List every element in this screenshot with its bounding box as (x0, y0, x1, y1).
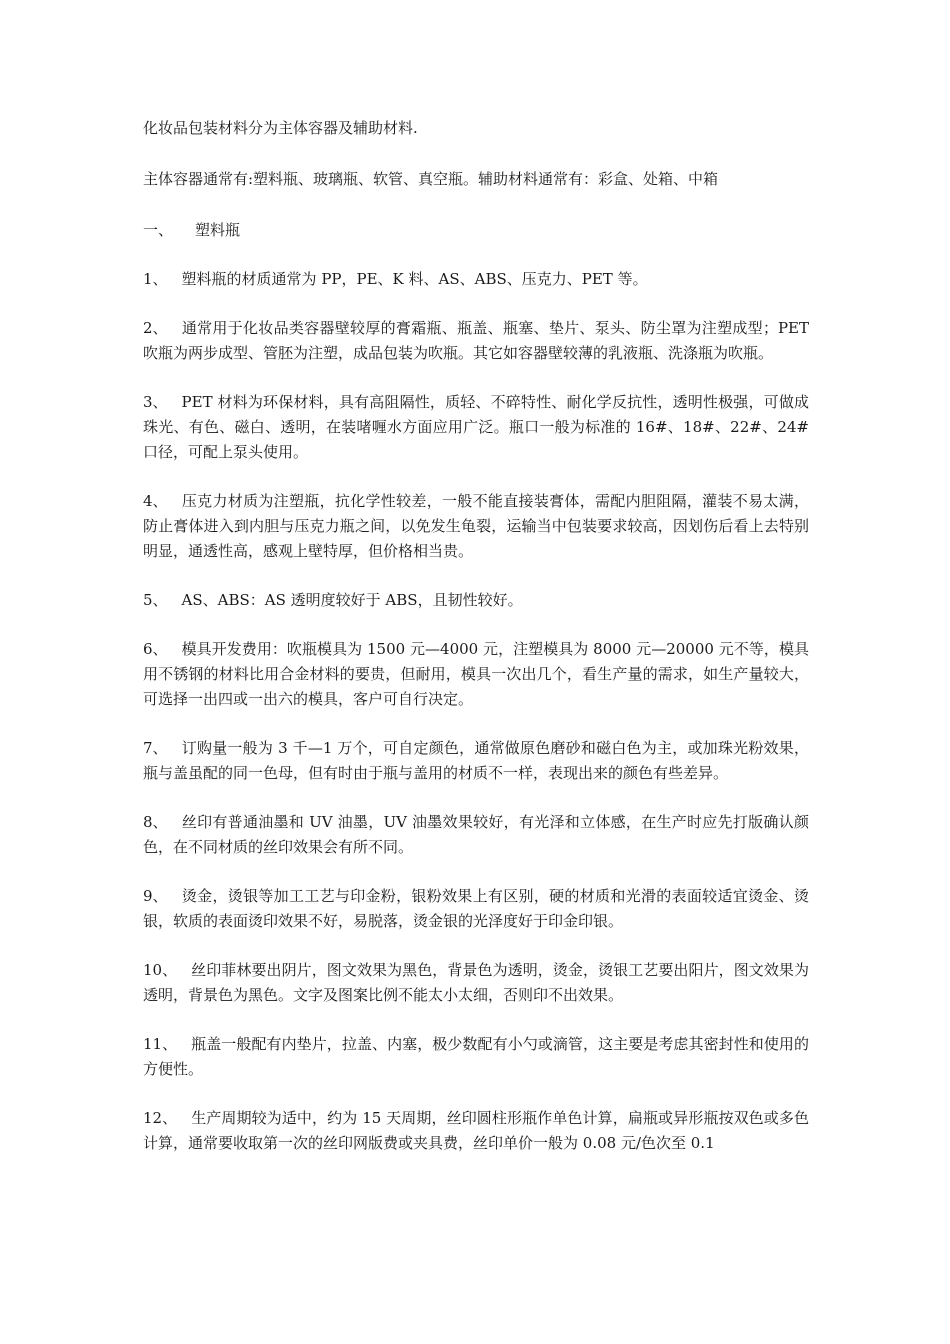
list-item (143, 489, 809, 564)
item-number: 11、 (143, 1035, 178, 1053)
list-item (143, 884, 809, 934)
item-number: 6、 (143, 640, 168, 658)
item-text: 丝印有普通油墨和 UV 油墨，UV 油墨效果较好，有光泽和立体感，在生产时应先打版确认颜色，在不同材质的丝印效果会有所不同。 (143, 813, 809, 856)
list-item (143, 1106, 809, 1156)
item-text: 瓶盖一般配有内垫片，拉盖、内塞，极少数配有小勺或滴管，这主要是考虑其密封性和使用的方便性。 (143, 1035, 809, 1078)
intro-paragraph-1: 化妆品包装材料分为主体容器及辅助材料. (143, 119, 418, 137)
list-item (143, 267, 809, 292)
item-text: 塑料瓶的材质通常为 PP，PE、K 料、AS、ABS、压克力、PET 等。 (181, 270, 648, 288)
item-text: 丝印菲林要出阴片，图文效果为黑色，背景色为透明，烫金，烫银工艺要出阳片，图文效果为透明，背景色为黑色。文字及图案比例不能太小太细，否则印不出效果。 (143, 961, 809, 1004)
item-number: 9、 (143, 887, 168, 905)
item-text: 通常用于化妆品类容器壁较厚的膏霜瓶、瓶盖、瓶塞、垫片、泵头、防尘罩为注塑成型；PET 吹瓶为两步成型、管胚为注塑，成品包装为吹瓶。其它如容器壁较薄的乳液瓶、洗涤瓶为吹瓶。 (143, 319, 809, 362)
item-text: PET 材料为环保材料，具有高阻隔性，质轻、不碎特性、耐化学反抗性，透明性极强，可做成珠光、有色、磁白、透明，在装啫喱水方面应用广泛。瓶口一般为标准的 16#、18#、22#、24#口径，可配上泵头使用。 (143, 393, 809, 461)
list-item (143, 390, 809, 465)
section-number: 一、 (143, 221, 174, 239)
item-number: 8、 (143, 813, 168, 831)
item-number: 3、 (143, 393, 168, 411)
list-item (143, 637, 809, 712)
section-title: 塑料瓶 (195, 221, 241, 239)
item-number: 4、 (143, 492, 168, 510)
item-number: 10、 (143, 961, 178, 979)
list-item (143, 958, 809, 1008)
item-number: 1、 (143, 270, 168, 288)
item-text: 烫金，烫银等加工工艺与印金粉，银粉效果上有区别，硬的材质和光滑的表面较适宜烫金、烫银，软质的表面烫印效果不好，易脱落，烫金银的光泽度好于印金印银。 (143, 887, 809, 930)
item-text: 模具开发费用：吹瓶模具为 1500 元—4000 元，注塑模具为 8000 元—20000 元不等，模具用不锈钢的材料比用合金材料的要贵，但耐用，模具一次出几个，看生产量的需求，如生产量较大，可选择一出四或一出六的模具，客户可自行决定。 (143, 640, 809, 708)
item-number: 5、 (143, 591, 168, 609)
list-item (143, 316, 809, 366)
item-text: 压克力材质为注塑瓶，抗化学性较差，一般不能直接装膏体，需配内胆阻隔，灌装不易太满，防止膏体进入到内胆与压克力瓶之间，以免发生龟裂，运输当中包装要求较高，因划伤后看上去特别明显，通透性高，感观上壁特厚，但价格相当贵。 (143, 492, 809, 560)
document-page (143, 116, 809, 1156)
list-item (143, 588, 809, 613)
list-item (143, 810, 809, 860)
item-text: AS、ABS：AS 透明度较好于 ABS，且韧性较好。 (181, 591, 523, 609)
list-item (143, 736, 809, 786)
list-item (143, 1032, 809, 1082)
item-number: 12、 (143, 1109, 178, 1127)
item-text: 订购量一般为 3 千—1 万个，可自定颜色，通常做原色磨砂和磁白色为主，或加珠光粉效果，瓶与盖虽配的同一色母，但有时由于瓶与盖用的材质不一样，表现出来的颜色有些差异。 (143, 739, 809, 782)
item-number: 7、 (143, 739, 168, 757)
section-heading (143, 218, 809, 243)
intro-paragraph-2: 主体容器通常有:塑料瓶、玻璃瓶、软管、真空瓶。辅助材料通常有：彩盒、处箱、中箱 (143, 170, 719, 188)
item-number: 2、 (143, 319, 168, 337)
item-text: 生产周期较为适中，约为 15 天周期，丝印圆柱形瓶作单色计算，扁瓶或异形瓶按双色或多色计算，通常要收取第一次的丝印网版费或夹具费，丝印单价一般为 0.08 元/色次至 0.1 (143, 1109, 809, 1152)
